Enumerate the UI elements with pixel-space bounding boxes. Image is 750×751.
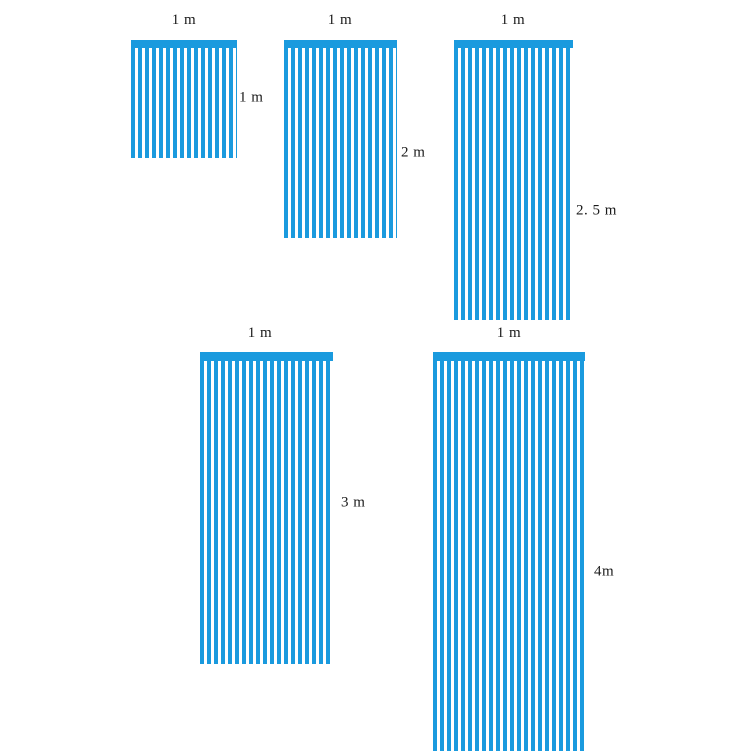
- curtain-2m: [284, 40, 397, 238]
- curtain-fabric-3m: [200, 361, 333, 664]
- width-label-3m: 1 m: [247, 325, 273, 341]
- curtain-rod-1m: [131, 40, 237, 48]
- curtain-1m: [131, 40, 237, 158]
- height-label-1m: 1 m: [239, 89, 264, 106]
- width-label-2-5m: 1 m: [500, 12, 526, 28]
- height-label-2m: 2 m: [401, 144, 426, 161]
- curtain-4m: [433, 352, 585, 751]
- curtain-fabric-2m: [284, 48, 397, 238]
- width-label-4m: 1 m: [496, 325, 522, 341]
- height-label-3m: 3 m: [341, 494, 366, 511]
- curtain-rod-4m: [433, 352, 585, 361]
- width-label-2m: 1 m: [327, 12, 353, 28]
- curtain-2-5m: [454, 40, 573, 320]
- width-label-1m: 1 m: [171, 12, 197, 28]
- curtain-rod-2-5m: [454, 40, 573, 48]
- curtain-rod-2m: [284, 40, 397, 48]
- curtain-fabric-1m: [131, 48, 237, 158]
- curtain-fabric-4m: [433, 361, 585, 751]
- curtain-fabric-2-5m: [454, 48, 573, 320]
- curtain-rod-3m: [200, 352, 333, 361]
- height-label-4m: 4m: [594, 563, 615, 580]
- height-label-2-5m: 2. 5 m: [576, 202, 617, 219]
- curtain-3m: [200, 352, 333, 664]
